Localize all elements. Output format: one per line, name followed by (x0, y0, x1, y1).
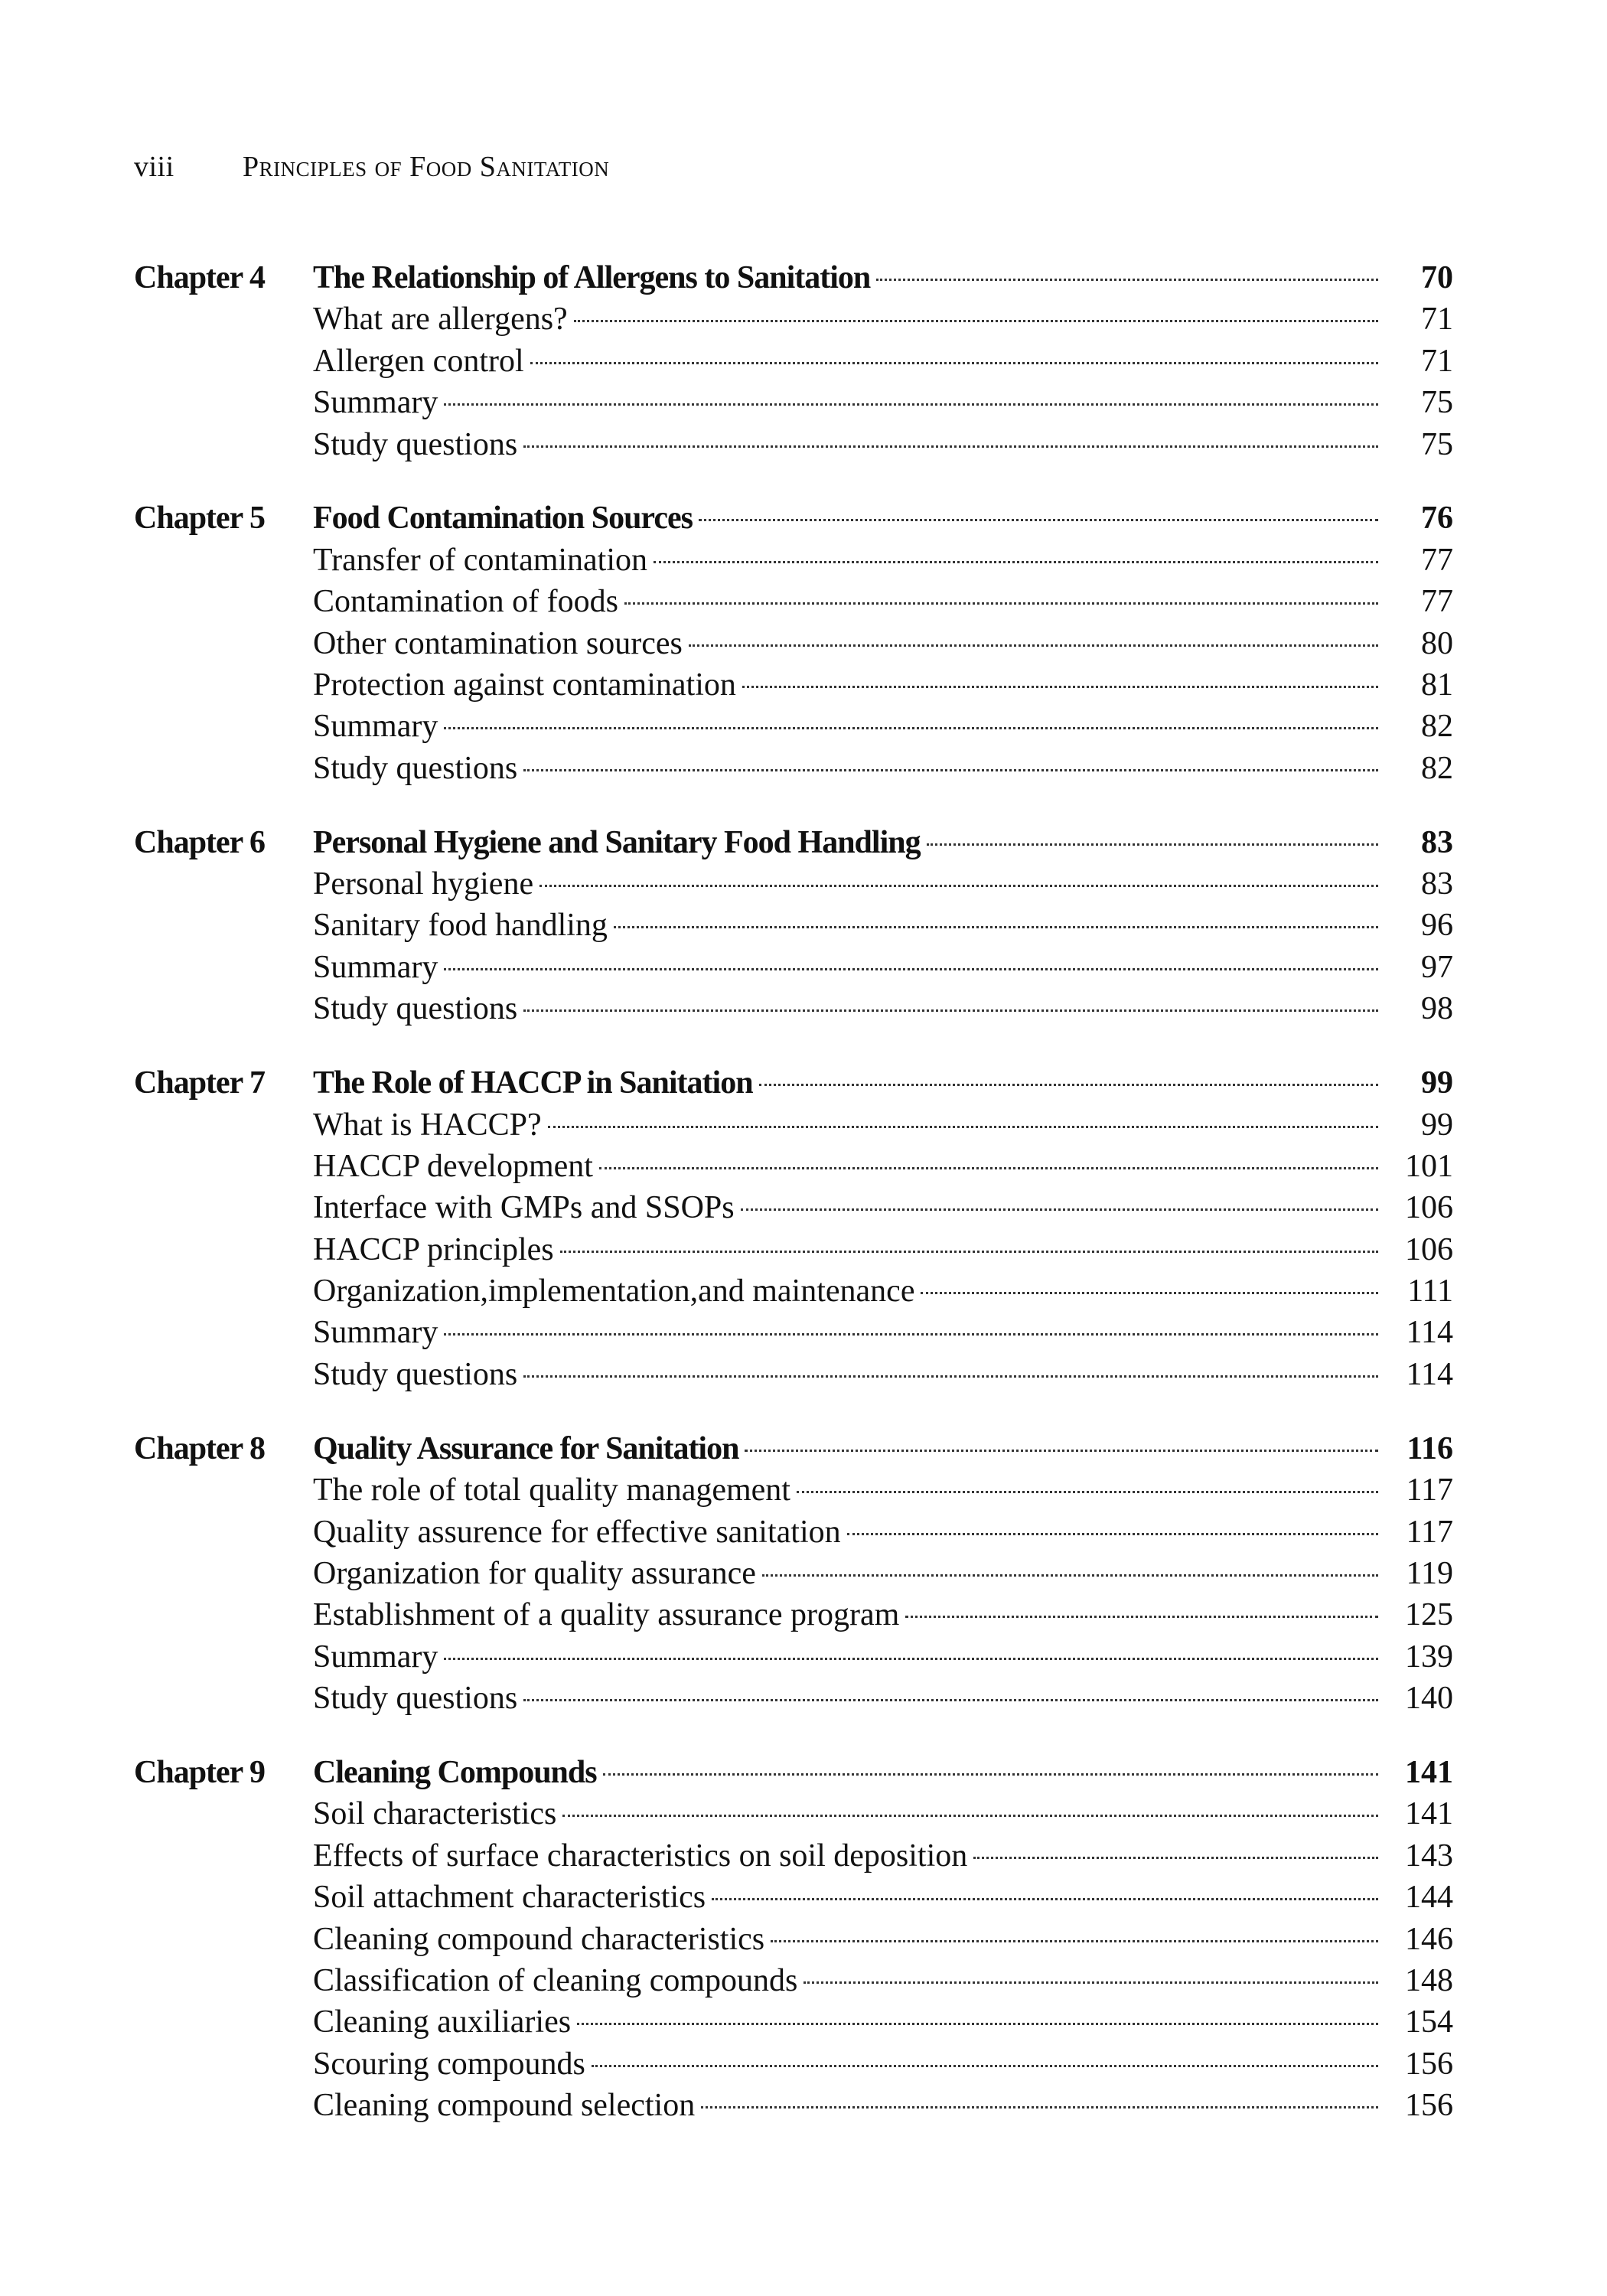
dot-leader (745, 1450, 1378, 1452)
toc-entry[interactable] (313, 1187, 1453, 1228)
dot-leader (921, 1292, 1378, 1294)
dot-leader (592, 2065, 1378, 2067)
page-ref: 71 (1421, 343, 1453, 379)
section-title: Personal hygiene (313, 866, 534, 902)
chapter-label: Chapter 6 (134, 824, 266, 860)
toc-entry[interactable] (313, 1104, 1453, 1146)
section-title: Cleaning auxiliaries (313, 2004, 572, 2040)
dot-leader (876, 279, 1378, 281)
dot-leader (797, 1491, 1378, 1493)
chapter-title-entry[interactable] (313, 1062, 1453, 1104)
section-title: Organization,implementation,and maintenance (313, 1274, 915, 1309)
page-ref: 154 (1405, 2004, 1453, 2040)
dot-leader (927, 843, 1378, 846)
dot-leader (804, 1981, 1378, 1984)
section-title: Organization for quality assurance (313, 1555, 756, 1591)
dot-leader (539, 885, 1378, 887)
page-ref: 117 (1406, 1473, 1453, 1508)
page-ref: 141 (1405, 1796, 1453, 1832)
dot-leader (973, 1857, 1378, 1859)
toc-entry[interactable] (313, 2001, 1453, 2043)
page-ref: 83 (1421, 824, 1453, 860)
toc-entry[interactable] (313, 1594, 1453, 1636)
toc-entry[interactable] (313, 1793, 1453, 1835)
dot-leader (444, 1333, 1378, 1336)
page-ref: 106 (1405, 1190, 1453, 1226)
toc-entry[interactable] (313, 1146, 1453, 1187)
dot-leader (444, 968, 1378, 970)
dot-leader (444, 403, 1378, 406)
page-ref: 111 (1407, 1274, 1453, 1309)
toc-entry[interactable] (313, 1469, 1453, 1511)
toc-entry[interactable] (313, 581, 1453, 622)
dot-leader (530, 362, 1378, 364)
toc-entry[interactable] (313, 2085, 1453, 2126)
page-ref: 75 (1421, 385, 1453, 421)
section-title: Summary (313, 1315, 438, 1351)
toc-entry[interactable] (313, 1636, 1453, 1678)
table-of-contents (134, 257, 1453, 2159)
section-title: Soil characteristics (313, 1796, 557, 1832)
page-ref: 75 (1421, 426, 1453, 462)
toc-entry[interactable] (313, 988, 1453, 1029)
dot-leader (699, 519, 1378, 521)
section-title: Establishment of a quality assurance program (313, 1597, 900, 1633)
page-ref: 114 (1406, 1356, 1453, 1392)
page-ref: 140 (1405, 1681, 1453, 1717)
dot-leader (444, 1658, 1378, 1660)
toc-entry[interactable] (313, 748, 1453, 789)
toc-entry[interactable] (313, 1553, 1453, 1594)
toc-entry[interactable] (313, 1678, 1453, 1719)
page-ref: 139 (1405, 1639, 1453, 1675)
dot-leader (523, 1699, 1378, 1701)
chapter-title-entry[interactable] (313, 1428, 1453, 1469)
dot-leader (762, 1574, 1378, 1577)
section-title: HACCP development (313, 1148, 593, 1184)
toc-entry[interactable] (313, 706, 1453, 747)
chapter-title: The Relationship of Allergens to Sanitation (313, 260, 871, 295)
toc-entry[interactable] (313, 341, 1453, 382)
toc-chapter (134, 1752, 1453, 2127)
toc-entry[interactable] (313, 540, 1453, 581)
dot-leader (599, 1167, 1378, 1169)
dot-leader (523, 769, 1378, 771)
chapter-label: Chapter 7 (134, 1065, 266, 1101)
page-ref: 99 (1421, 1065, 1453, 1101)
section-title: Cleaning compound selection (313, 2088, 696, 2124)
section-title: Quality assurence for effective sanitation (313, 1514, 841, 1550)
toc-entry[interactable] (313, 1312, 1453, 1353)
section-title: Other contamination sources (313, 625, 683, 661)
page-ref: 117 (1406, 1514, 1453, 1550)
chapter-title: The Role of HACCP in Sanitation (313, 1065, 753, 1101)
page-ref: 99 (1421, 1107, 1453, 1143)
chapter-label: Chapter 5 (134, 501, 266, 536)
chapter-title: Cleaning Compounds (313, 1755, 597, 1790)
toc-chapter (134, 497, 1453, 789)
page-ref: 125 (1405, 1597, 1453, 1633)
section-title: Summary (313, 949, 438, 985)
dot-leader (654, 561, 1378, 563)
page-number: viii (134, 151, 174, 183)
dot-leader (560, 1251, 1378, 1253)
page-ref: 156 (1405, 2046, 1453, 2082)
section-title: Soil attachment characteristics (313, 1880, 706, 1916)
dot-leader (523, 445, 1378, 448)
page-ref: 97 (1421, 949, 1453, 985)
section-title: Summary (313, 385, 438, 421)
section-title: Cleaning compound characteristics (313, 1921, 765, 1957)
page-ref: 82 (1421, 709, 1453, 745)
page-ref: 83 (1421, 866, 1453, 902)
toc-entry[interactable] (313, 1270, 1453, 1312)
page-ref: 148 (1405, 1962, 1453, 1998)
running-head (134, 150, 609, 184)
dot-leader (614, 926, 1378, 928)
page-ref: 101 (1405, 1148, 1453, 1184)
section-title: Summary (313, 709, 438, 745)
toc-entry[interactable] (313, 623, 1453, 664)
dot-leader (577, 2023, 1378, 2025)
toc-entry[interactable] (313, 863, 1453, 905)
toc-entry[interactable] (313, 2043, 1453, 2085)
chapter-title: Food Contamination Sources (313, 501, 693, 536)
dot-leader (562, 1815, 1378, 1817)
dot-leader (701, 2106, 1378, 2108)
toc-entry[interactable] (313, 424, 1453, 465)
section-title: Contamination of foods (313, 584, 618, 620)
section-title: Study questions (313, 1681, 518, 1717)
chapter-label: Chapter 4 (134, 260, 266, 295)
dot-leader (742, 686, 1378, 688)
page-ref: 141 (1405, 1755, 1453, 1790)
section-title: Sanitary food handling (313, 908, 608, 944)
dot-leader (741, 1208, 1378, 1211)
chapter-title-entry[interactable] (313, 822, 1453, 863)
section-title: Study questions (313, 1356, 518, 1392)
dot-leader (523, 1375, 1378, 1378)
dot-leader (847, 1533, 1378, 1535)
page-ref: 70 (1421, 260, 1453, 295)
toc-entry[interactable] (313, 947, 1453, 988)
toc-chapter (134, 1062, 1453, 1395)
page-ref: 77 (1421, 584, 1453, 620)
book-title: Principles of Food Sanitation (243, 151, 610, 183)
page-ref: 144 (1405, 1880, 1453, 1916)
dot-leader (444, 727, 1378, 729)
page-ref: 116 (1407, 1430, 1453, 1466)
toc-entry[interactable] (313, 664, 1453, 706)
page-ref: 81 (1421, 667, 1453, 703)
chapter-title: Personal Hygiene and Sanitary Food Handling (313, 824, 921, 860)
section-title: The role of total quality management (313, 1473, 790, 1508)
toc-entry[interactable] (313, 1512, 1453, 1553)
toc-chapter (134, 257, 1453, 465)
section-title: HACCP principles (313, 1231, 554, 1267)
section-title: Summary (313, 1639, 438, 1675)
chapter-title: Quality Assurance for Sanitation (313, 1430, 739, 1466)
page-ref: 156 (1405, 2088, 1453, 2124)
section-title: What is HACCP? (313, 1107, 542, 1143)
page-ref: 143 (1405, 1838, 1453, 1874)
page-ref: 82 (1421, 750, 1453, 786)
section-title: Study questions (313, 426, 518, 462)
chapter-label: Chapter 8 (134, 1430, 266, 1466)
section-title: Study questions (313, 991, 518, 1027)
dot-leader (689, 644, 1378, 647)
page-ref: 80 (1421, 625, 1453, 661)
toc-entry[interactable] (313, 1229, 1453, 1270)
dot-leader (905, 1616, 1378, 1618)
toc-entry[interactable] (313, 1960, 1453, 2001)
dot-leader (712, 1898, 1378, 1900)
section-title: Classification of cleaning compounds (313, 1962, 798, 1998)
page-ref: 114 (1406, 1315, 1453, 1351)
section-title: Allergen control (313, 343, 524, 379)
dot-leader (523, 1009, 1378, 1012)
page-ref: 71 (1421, 302, 1453, 338)
toc-entry[interactable] (313, 1354, 1453, 1395)
chapter-title-entry[interactable] (313, 497, 1453, 539)
page-ref: 96 (1421, 908, 1453, 944)
toc-entry[interactable] (313, 1877, 1453, 1918)
toc-chapter (134, 1428, 1453, 1720)
section-title: Interface with GMPs and SSOPs (313, 1190, 735, 1226)
section-title: Study questions (313, 750, 518, 786)
section-title: Effects of surface characteristics on soil deposition (313, 1838, 968, 1874)
toc-entry[interactable] (313, 298, 1453, 340)
toc-entry[interactable] (313, 905, 1453, 946)
page-ref: 76 (1421, 501, 1453, 536)
toc-chapter (134, 822, 1453, 1030)
dot-leader (574, 320, 1378, 322)
section-title: Protection against contamination (313, 667, 736, 703)
toc-entry[interactable] (313, 382, 1453, 423)
toc-entry[interactable] (313, 1835, 1453, 1877)
section-title: Transfer of contamination (313, 542, 648, 578)
dot-leader (603, 1773, 1378, 1776)
chapter-label: Chapter 9 (134, 1755, 266, 1790)
chapter-title-entry[interactable] (313, 1752, 1453, 1793)
dot-leader (759, 1084, 1378, 1086)
page-ref: 106 (1405, 1231, 1453, 1267)
dot-leader (548, 1126, 1378, 1128)
page-ref: 146 (1405, 1921, 1453, 1957)
dot-leader (771, 1940, 1378, 1942)
page-ref: 77 (1421, 542, 1453, 578)
section-title: Scouring compounds (313, 2046, 585, 2082)
page-ref: 98 (1421, 991, 1453, 1027)
dot-leader (624, 602, 1378, 605)
page-ref: 119 (1406, 1555, 1453, 1591)
toc-entry[interactable] (313, 1919, 1453, 1960)
section-title: What are allergens? (313, 302, 568, 338)
chapter-title-entry[interactable] (313, 257, 1453, 298)
